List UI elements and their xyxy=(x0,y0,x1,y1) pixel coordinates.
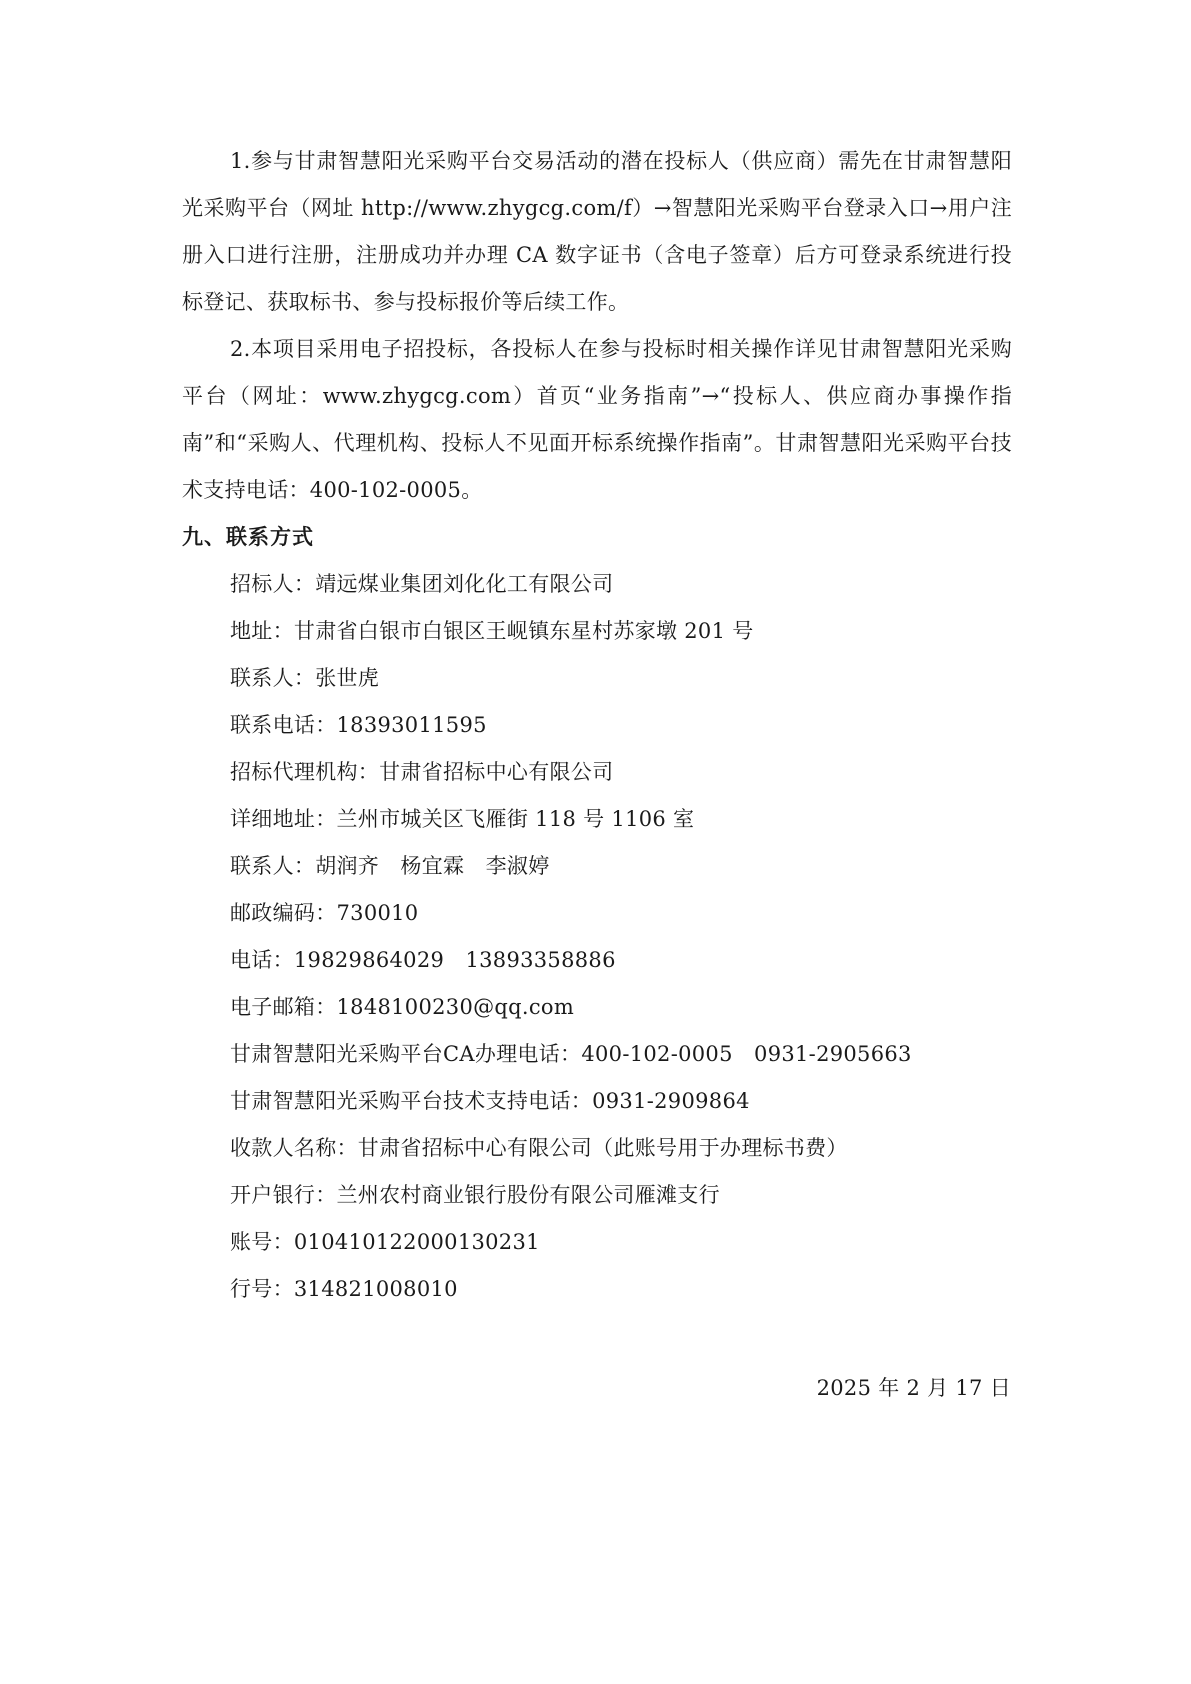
contact-line-account: 账号：010410122000130231 xyxy=(230,1230,540,1254)
paragraph-e-bidding-notice: 2.本项目采用电子招投标，各投标人在参与投标时相关操作详见甘肃智慧阳光采购平台（网址：www.zhygcg.com）首页“业务指南”→“投标人、供应商办事操作指南”和“采购人、代理机构、投标人不见面开标系统操作指南”。甘肃智慧阳光采购平台技术支持电话：400-102-0005。 xyxy=(182,337,1012,502)
contact-line-agency-address: 详细地址：兰州市城关区飞雁街 118 号 1106 室 xyxy=(230,807,695,831)
contact-line-contact-phone: 联系电话：18393011595 xyxy=(230,713,487,737)
contact-line-phones: 电话：19829864029 13893358886 xyxy=(230,948,616,972)
contact-line-support-phone: 甘肃智慧阳光采购平台技术支持电话：0931-2909864 xyxy=(230,1089,750,1113)
document-date: 2025 年 2 月 17 日 xyxy=(816,1376,1011,1400)
contact-line-contact-person: 联系人：张世虎 xyxy=(230,666,380,690)
contact-line-payee: 收款人名称：甘肃省招标中心有限公司（此账号用于办理标书费） xyxy=(230,1136,848,1160)
contact-line-tenderer: 招标人：靖远煤业集团刘化化工有限公司 xyxy=(230,572,614,596)
contact-line-email: 电子邮箱：1848100230@qq.com xyxy=(230,995,575,1019)
contact-line-ca-phone: 甘肃智慧阳光采购平台CA办理电话：400-102-0005 0931-2905663 xyxy=(230,1042,912,1066)
contact-line-bank-code: 行号：314821008010 xyxy=(230,1277,458,1301)
document-body xyxy=(182,138,1012,1313)
contact-line-address: 地址：甘肃省白银市白银区王岘镇东星村苏家墩 201 号 xyxy=(230,619,754,643)
contact-line-postcode: 邮政编码：730010 xyxy=(230,901,419,925)
contact-line-agency-contacts: 联系人：胡润齐 杨宜霖 李淑婷 xyxy=(230,854,550,878)
section-heading-contact: 九、联系方式 xyxy=(182,525,314,549)
paragraph-registration-notice: 1.参与甘肃智慧阳光采购平台交易活动的潜在投标人（供应商）需先在甘肃智慧阳光采购平台（网址 http://www.zhygcg.com/f）→智慧阳光采购平台登录入口→用户注册入口进行注册，注册成功并办理 CA 数字证书（含电子签章）后方可登录系统进行投标登记、获取标书、参与投标报价等后续工作。 xyxy=(182,149,1012,314)
contact-list xyxy=(182,561,1012,1313)
contact-line-agency: 招标代理机构：甘肃省招标中心有限公司 xyxy=(230,760,614,784)
contact-line-bank: 开户银行：兰州农村商业银行股份有限公司雁滩支行 xyxy=(230,1183,720,1207)
